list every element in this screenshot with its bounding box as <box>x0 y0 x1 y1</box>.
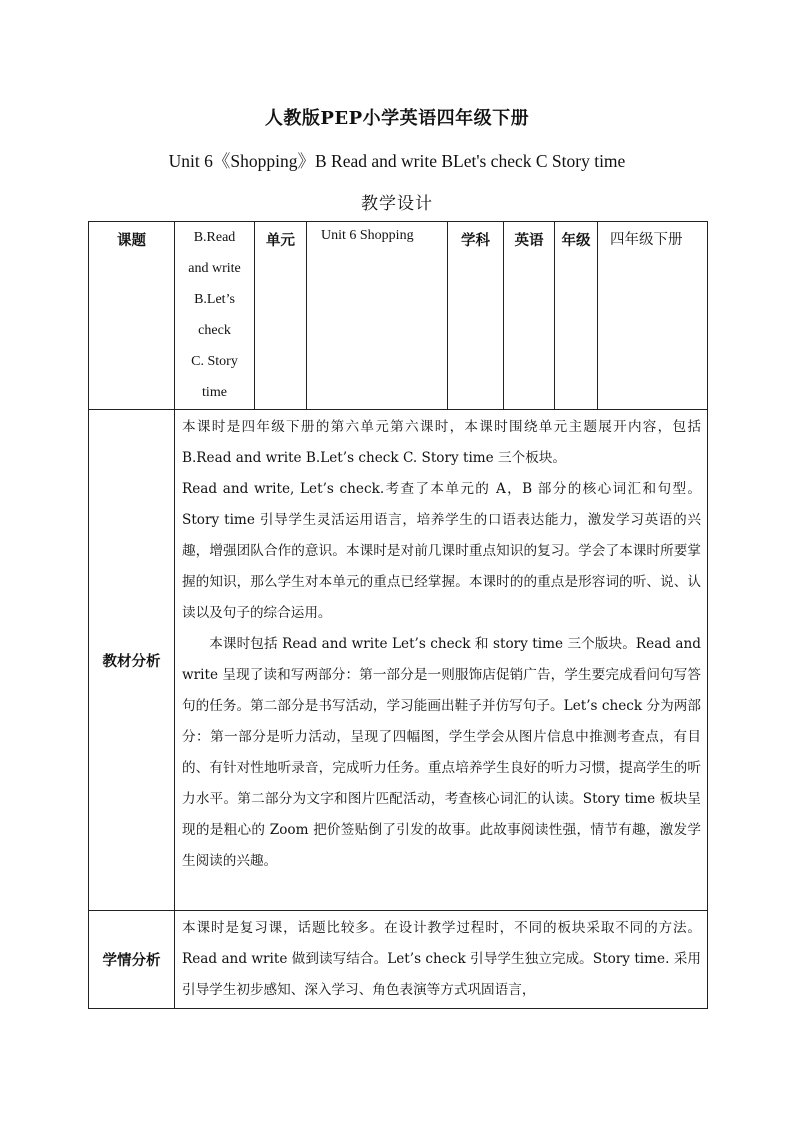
unit-label: 单元 <box>255 222 307 410</box>
topic-line: and write <box>188 261 241 276</box>
topic-line: B.Let’s <box>194 292 235 307</box>
material-paragraph: Read and write, Let’s check.考查了本单元的 A，B 部分的核心词汇和句型。Story time 引导学生灵活运用语言，培养学生的口语表达能力，激发学习英语的兴趣，增强团队合作的意识。本课时是对前几课时重点知识的复习。学会了本课时所要掌握的知识，那么学生对本单元的重点已经掌握。本课时的的重点是形容词的听、说、认读以及句子的综合运用。 <box>182 481 701 621</box>
header-row <box>89 222 708 410</box>
learner-analysis-content <box>175 911 708 1009</box>
lesson-plan-table <box>88 221 708 1009</box>
material-paragraph: 本课时包括 Read and write Let’s check 和 story time 三个版块。Read and write 呈现了读和写两部分：第一部分是一则服饰店促销广告，学生要完成看问句写答句的任务。第二部分是书写活动，学习能画出鞋子并仿写句子。Let’s check 分为两部分：第一部分是听力活动，呈现了四幅图，学生学会从图片信息中推测考查点，有目的、有针对性地听录音，完成听力任务。重点培养学生良好的听力习惯，提高学生的听力水平。第二部分为文字和图片匹配活动，考查核心词汇的认读。Story time 板块呈现的是粗心的 Zoom 把价签贴倒了引发的故事。此故事阅读性强，情节有趣，激发学生阅读的兴趣。 <box>182 636 701 869</box>
material-analysis-label: 教材分析 <box>89 410 175 911</box>
material-paragraph: 本课时是四年级下册的第六单元第六课时，本课时围绕单元主题展开内容，包括 B.Read and write B.Let’s check C. Story time 三个板块。 <box>182 419 701 466</box>
topic-label: 课题 <box>89 222 175 410</box>
topic-value <box>175 222 255 410</box>
learner-analysis-label: 学情分析 <box>89 911 175 1009</box>
document-subtitle: Unit 6《Shopping》B Read and write BLet's check C Story time <box>168 151 626 171</box>
unit-value: Unit 6 Shopping <box>307 222 448 410</box>
learner-analysis-row <box>89 911 708 1009</box>
material-analysis-row <box>89 410 708 911</box>
topic-line: B.Read <box>193 230 236 245</box>
subject-value: 英语 <box>504 222 555 410</box>
grade-label: 年级 <box>555 222 598 410</box>
material-analysis-content <box>175 410 708 911</box>
document-title: 人教版PEP小学英语四年级下册 <box>264 108 530 129</box>
subject-label: 学科 <box>448 222 504 410</box>
learner-paragraph: 本课时是复习课，话题比较多。在设计教学过程时，不同的板块采取不同的方法。Read and write 做到读写结合。Let’s check 引导学生独立完成。Story time. 采用引导学生初步感知、深入学习、角色表演等方式巩固语言， <box>182 920 701 998</box>
topic-line: time <box>202 385 227 400</box>
document-heading: 教学设计 <box>361 194 433 214</box>
grade-value: 四年级下册 <box>598 222 708 410</box>
topic-line: check <box>198 323 231 338</box>
topic-line: C. Story <box>191 354 238 369</box>
